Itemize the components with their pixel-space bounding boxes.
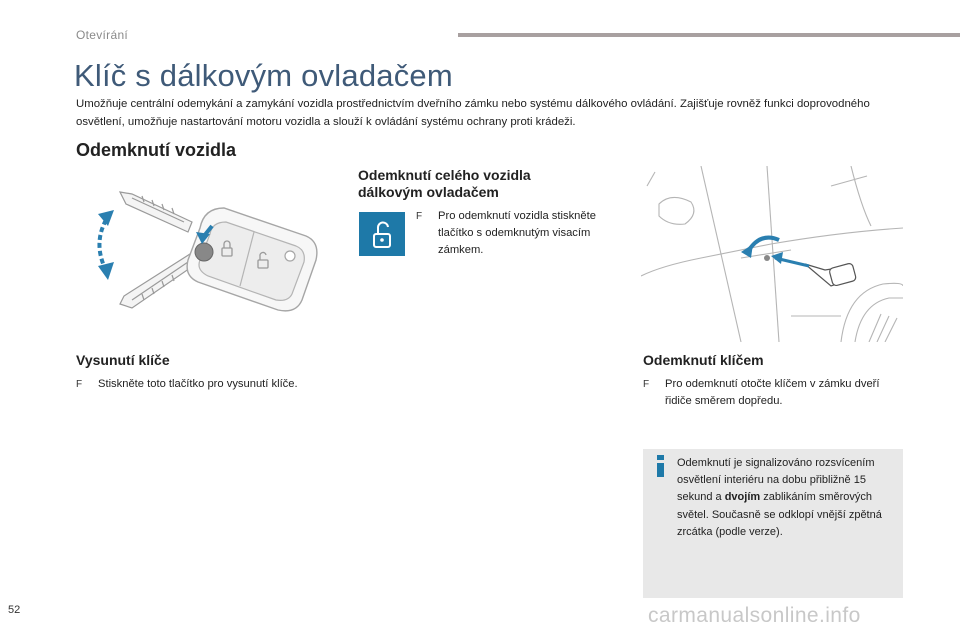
unlock-key-heading: Odemknutí klíčem — [643, 352, 764, 368]
bullet-mark: F — [76, 379, 83, 390]
page-number: 52 — [8, 604, 21, 616]
bullet-mark: F — [416, 211, 423, 222]
unlock-padlock-icon — [359, 212, 405, 256]
section-label: Otevírání — [76, 28, 129, 42]
info-box — [643, 449, 903, 598]
header-divider — [458, 33, 960, 37]
key-unfold-heading: Vysunutí klíče — [76, 352, 170, 368]
unlock-remote-heading: Odemknutí celého vozidla dálkovým ovladačem — [358, 167, 531, 200]
key-illustration — [92, 182, 332, 318]
watermark: carmanualsonline.info — [648, 604, 861, 627]
car-door-illustration — [641, 166, 903, 342]
info-icon — [655, 455, 667, 477]
unlock-key-bullet: F Pro odemknutí otočte klíčem v zámku dveří řidiče směrem dopředu. — [643, 378, 880, 407]
bullet-mark: F — [643, 379, 650, 390]
intro-paragraph: Umožňuje centrální odemykání a zamykání vozidla prostřednictvím dveřního zámku nebo systému dálkového ovládání. Zajišťuje rovněž funkci doprovodného osvětlení, umožňuje nastartování motoru vozidla a slouží k ovládání systému ochrany proti krádeži. — [76, 98, 870, 128]
unlock-remote-bullet: F Pro odemknutí vozidla stiskněte tlačítko s odemknutým visacím zámkem. — [416, 210, 596, 256]
page-title: Klíč s dálkovým ovladačem — [74, 58, 453, 93]
main-heading: Odemknutí vozidla — [76, 140, 237, 160]
info-text: Odemknutí je signalizováno rozsvícením osvětlení interiéru na dobu přibližně 15 sekund a dvojím zablikáním směrových světel. Současně se odklopí vnější zpětná zrcátka (podle verze). — [677, 457, 882, 538]
key-unfold-bullet: F Stiskněte toto tlačítko pro vysunutí klíče. — [76, 376, 356, 393]
